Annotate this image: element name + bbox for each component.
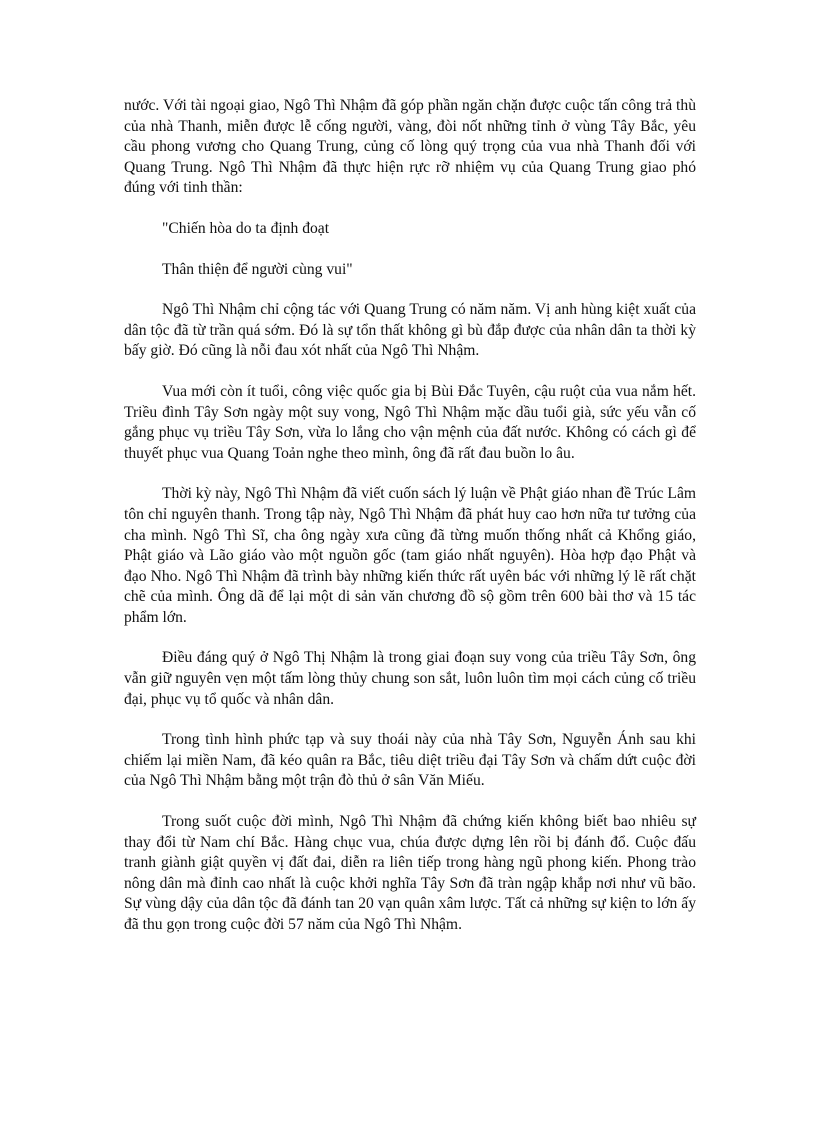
paragraph-lifetime: Trong suốt cuộc đời mình, Ngô Thì Nhậm đã chứng kiến không biết bao nhiêu sự thay đổi từ Nam chí Bắc. Hàng chục vua, chúa được dựng lên rồi bị đánh đổ. Cuộc đấu tranh giành giật quyền vị đất đai, diễn ra liên tiếp trong hàng ngũ phong kiến. Phong trào nông dân mà đỉnh cao nhất là cuộc khởi nghĩa Tây Sơn đã tràn ngập khắp nơi như vũ bão. Sự vùng dậy của dân tộc đã đánh tan 20 vạn quân xâm lược. Tất cả những sự kiện to lớn ấy đã thu gọn trong cuộc đời 57 năm của Ngô Thì Nhậm.: [124, 813, 696, 933]
paragraph-nguyen-anh: Trong tình hình phức tạp và suy thoái này của nhà Tây Sơn, Nguyễn Ánh sau khi chiếm lại miền Nam, đã kéo quân ra Bắc, tiêu diệt triều đại Tây Sơn và chấm dứt cuộc đời của Ngô Thì Nhậm bằng một trận đò thủ ở sân Văn Miếu.: [124, 731, 696, 790]
quote-line-2: Thân thiện để người cùng vui": [162, 260, 353, 278]
paragraph-collaboration: Ngô Thì Nhậm chỉ cộng tác với Quang Trung có năm năm. Vị anh hùng kiệt xuất của dân tộc đã từ trần quá sớm. Đó là sự tổn thất không gì bù đắp được của nhân dân ta thời kỳ bấy giờ. Đó cũng là nỗi đau xót nhất của Ngô Thì Nhậm.: [124, 301, 696, 360]
paragraph-continuation: nước. Với tài ngoại giao, Ngô Thì Nhậm đã góp phần ngăn chặn được cuộc tấn công trả thù của nhà Thanh, miễn được lễ cống người, vàng, đòi nốt những tỉnh ở vùng Tây Bắc, yêu cầu phong vương cho Quang Trung, củng cố lòng quý trọng của vua nhà Thanh đối với Quang Trung. Ngô Thì Nhậm đã thực hiện rực rỡ nhiệm vụ của Quang Trung giao phó đúng với tinh thần:: [124, 97, 696, 197]
paragraph-buddhism-book: Thời kỳ này, Ngô Thì Nhậm đã viết cuốn sách lý luận về Phật giáo nhan đề Trúc Lâm tôn chỉ nguyên thanh. Trong tập này, Ngô Thì Nhậm đã phát huy cao hơn nữa tư tưởng của cha mình. Ngô Thì Sĩ, cha ông ngày xưa cũng đã từng muốn thống nhất cả Khổng giáo, Phật giáo và Lão giáo vào một nguồn gốc (tam giáo nhất nguyên). Hòa hợp đạo Phật và đạo Nho. Ngô Thì Nhậm đã trình bày những kiến thức rất uyên bác với những lý lẽ rất chặt chẽ của mình. Ông dã để lại một di sản văn chương đồ sộ gồm trên 600 bài thơ và 15 tác phẩm lớn.: [124, 485, 697, 626]
paragraph-new-king: Vua mới còn ít tuổi, công việc quốc gia bị Bùi Đắc Tuyên, cậu ruột của vua nắm hết. Triều đình Tây Sơn ngày một suy vong, Ngô Thì Nhậm mặc dầu tuổi già, sức yếu vẫn cố gắng phục vụ triều Tây Sơn, vừa lo lắng cho vận mệnh của đất nước. Không có cách gì để thuyết phục vua Quang Toản nghe theo mình, ông đã rất đau buồn lo âu.: [124, 382, 696, 462]
page-body: [124, 96, 696, 956]
paragraph-loyalty: Điều đáng quý ở Ngô Thị Nhậm là trong giai đoạn suy vong của triều Tây Sơn, ông vẫn giữ nguyên vẹn một tấm lòng thủy chung son sắt, luôn luôn tìm mọi cách củng cố triều đại, phục vụ tổ quốc và nhân dân.: [124, 649, 696, 708]
quote-line-1: "Chiến hòa do ta định đoạt: [162, 219, 330, 237]
